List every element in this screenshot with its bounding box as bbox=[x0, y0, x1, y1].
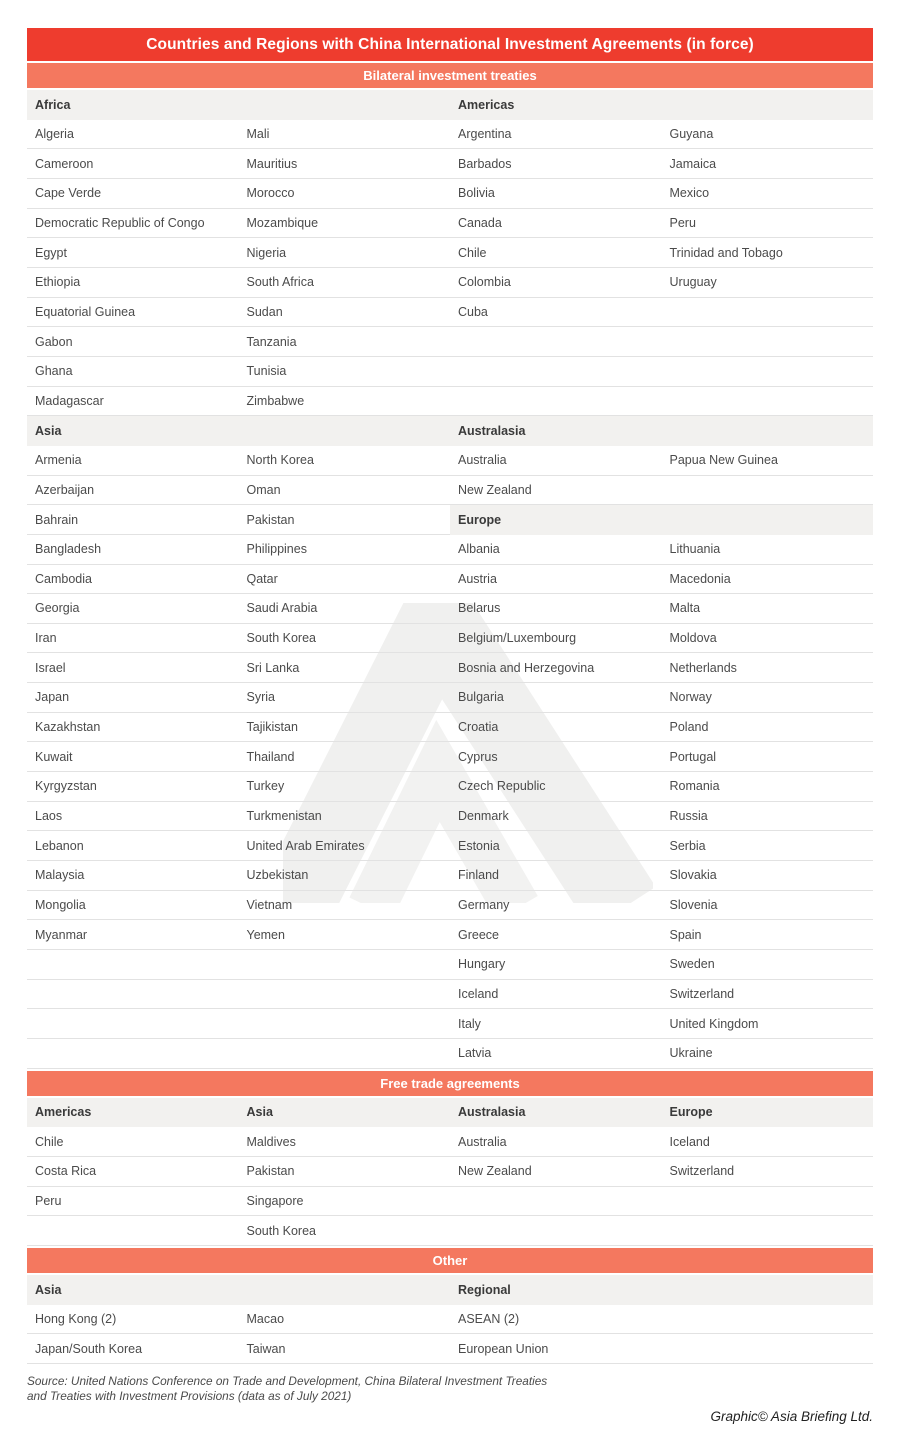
country-cell: Nigeria bbox=[246, 245, 287, 260]
country-cell: Azerbaijan bbox=[35, 482, 95, 497]
table-row bbox=[27, 357, 450, 387]
table-row bbox=[450, 357, 873, 387]
table-row bbox=[27, 624, 450, 654]
country-cell: Oman bbox=[246, 482, 281, 497]
country-cell: Tunisia bbox=[246, 364, 287, 379]
country-cell: Finland bbox=[458, 868, 499, 883]
country-cell: Iceland bbox=[669, 1134, 710, 1149]
table-row bbox=[450, 802, 873, 832]
country-cell: North Korea bbox=[246, 453, 314, 468]
country-cell: South Korea bbox=[246, 631, 316, 646]
country-cell: Ukraine bbox=[669, 1046, 713, 1061]
section-header-row bbox=[450, 505, 873, 535]
table-row bbox=[450, 891, 873, 921]
country-cell: Laos bbox=[35, 809, 63, 824]
country-cell: Mali bbox=[246, 126, 270, 141]
country-cell: Tajikistan bbox=[246, 720, 298, 735]
country-cell: Russia bbox=[669, 809, 708, 824]
country-cell: Italy bbox=[458, 1016, 481, 1031]
table-row bbox=[27, 980, 450, 1010]
table-row bbox=[27, 1157, 873, 1187]
country-cell: Peru bbox=[669, 215, 696, 230]
country-cell: Trinidad and Tobago bbox=[669, 245, 783, 260]
table-row bbox=[450, 920, 873, 950]
country-cell: Yemen bbox=[246, 927, 285, 942]
table-row bbox=[27, 950, 450, 980]
country-cell: Germany bbox=[458, 898, 510, 913]
country-cell: Taiwan bbox=[246, 1341, 286, 1356]
country-cell: Hungary bbox=[458, 957, 506, 972]
table-row bbox=[27, 920, 450, 950]
table-row bbox=[450, 149, 873, 179]
country-cell: United Arab Emirates bbox=[246, 838, 365, 853]
section-header-label: Asia bbox=[35, 424, 62, 439]
country-cell: Iran bbox=[35, 631, 57, 646]
country-cell: Albania bbox=[458, 542, 500, 557]
country-cell: Bosnia and Herzegovina bbox=[458, 660, 595, 675]
country-cell: Costa Rica bbox=[35, 1164, 97, 1179]
country-cell: Gabon bbox=[35, 334, 73, 349]
section-header-label: Australasia bbox=[458, 1105, 526, 1120]
table-row bbox=[27, 1187, 873, 1217]
source-note bbox=[27, 1374, 873, 1405]
country-cell: Cape Verde bbox=[35, 186, 102, 201]
table-row bbox=[27, 683, 450, 713]
country-cell: Zimbabwe bbox=[246, 393, 305, 408]
country-cell: Poland bbox=[669, 720, 709, 735]
country-cell: Bulgaria bbox=[458, 690, 504, 705]
country-cell: Malaysia bbox=[35, 868, 85, 883]
table-row bbox=[450, 238, 873, 268]
table-row bbox=[450, 742, 873, 772]
table-row bbox=[27, 1334, 873, 1364]
country-cell: Cyprus bbox=[458, 749, 498, 764]
country-cell: Ghana bbox=[35, 364, 73, 379]
country-cell: Uruguay bbox=[669, 275, 717, 290]
country-cell: Belarus bbox=[458, 601, 501, 616]
country-cell: European Union bbox=[458, 1341, 549, 1356]
source-line-1: Source: United Nations Conference on Trade and Development, China Bilateral Investment Treaties bbox=[27, 1373, 548, 1388]
table-row bbox=[450, 209, 873, 239]
table-row bbox=[27, 653, 450, 683]
section-header-label: Europe bbox=[458, 513, 502, 528]
country-cell: Japan bbox=[35, 690, 70, 705]
country-cell: Equatorial Guinea bbox=[35, 304, 136, 319]
country-cell: Syria bbox=[246, 690, 275, 705]
country-cell: Japan/South Korea bbox=[35, 1341, 143, 1356]
table-row bbox=[27, 713, 450, 743]
table-row bbox=[450, 624, 873, 654]
country-cell: Sri Lanka bbox=[246, 660, 300, 675]
country-cell: Sudan bbox=[246, 304, 283, 319]
table-row bbox=[27, 179, 450, 209]
country-cell: Estonia bbox=[458, 838, 500, 853]
country-cell: Turkey bbox=[246, 779, 285, 794]
country-cell: Israel bbox=[35, 660, 66, 675]
country-cell: Morocco bbox=[246, 186, 295, 201]
country-cell: Democratic Republic of Congo bbox=[35, 215, 205, 230]
table-row bbox=[27, 327, 450, 357]
table-row bbox=[27, 1127, 873, 1157]
bilateral-right-half bbox=[450, 90, 873, 1069]
country-cell: Myanmar bbox=[35, 927, 88, 942]
table-row bbox=[27, 446, 450, 476]
band-other: Other bbox=[27, 1248, 873, 1273]
country-cell: New Zealand bbox=[458, 482, 532, 497]
country-cell: Hong Kong (2) bbox=[35, 1311, 117, 1326]
country-cell: Macedonia bbox=[669, 571, 731, 586]
section-header-row bbox=[27, 90, 450, 120]
country-cell: Denmark bbox=[458, 809, 509, 824]
country-cell: Guyana bbox=[669, 126, 714, 141]
country-cell: Mexico bbox=[669, 186, 710, 201]
country-cell: Jamaica bbox=[669, 156, 717, 171]
section-header-label: Asia bbox=[35, 1282, 62, 1297]
country-cell: Australia bbox=[458, 453, 507, 468]
bilateral-left-half bbox=[27, 90, 450, 1069]
country-cell: Bahrain bbox=[35, 512, 79, 527]
section-header-row bbox=[27, 1098, 873, 1128]
country-cell: Sweden bbox=[669, 957, 715, 972]
country-cell: Latvia bbox=[458, 1046, 492, 1061]
bilateral-table bbox=[27, 90, 873, 1069]
country-cell: South Africa bbox=[246, 275, 314, 290]
country-cell: Portugal bbox=[669, 749, 717, 764]
graphic-credit: Graphic© Asia Briefing Ltd. bbox=[710, 1408, 873, 1424]
table-row bbox=[27, 268, 450, 298]
table-row bbox=[27, 802, 450, 832]
table-row bbox=[27, 831, 450, 861]
table-row bbox=[27, 535, 450, 565]
section-header-label: Australasia bbox=[458, 424, 526, 439]
country-cell: Lithuania bbox=[669, 542, 721, 557]
table-row bbox=[450, 861, 873, 891]
country-cell: Netherlands bbox=[669, 660, 737, 675]
country-cell: Madagascar bbox=[35, 393, 104, 408]
country-cell: Slovenia bbox=[669, 898, 718, 913]
table-row bbox=[450, 535, 873, 565]
table-row bbox=[450, 120, 873, 150]
section-header-label: Europe bbox=[669, 1105, 713, 1120]
table-row bbox=[450, 1009, 873, 1039]
table-row bbox=[27, 387, 450, 417]
country-cell: South Korea bbox=[246, 1223, 316, 1238]
table-row bbox=[27, 891, 450, 921]
table-row bbox=[450, 446, 873, 476]
country-cell: Switzerland bbox=[669, 987, 735, 1002]
table-row bbox=[27, 209, 450, 239]
country-cell: Qatar bbox=[246, 571, 278, 586]
country-cell: Kuwait bbox=[35, 749, 73, 764]
table-row bbox=[27, 238, 450, 268]
country-cell: Kyrgyzstan bbox=[35, 779, 97, 794]
table-row bbox=[450, 268, 873, 298]
country-cell: Bangladesh bbox=[35, 542, 102, 557]
country-cell: Belgium/Luxembourg bbox=[458, 631, 577, 646]
table-row bbox=[450, 594, 873, 624]
country-cell: Cambodia bbox=[35, 571, 92, 586]
country-cell: Spain bbox=[669, 927, 702, 942]
table-row bbox=[27, 476, 450, 506]
country-cell: Cuba bbox=[458, 304, 488, 319]
section-header-label: Asia bbox=[246, 1105, 273, 1120]
country-cell: Macao bbox=[246, 1311, 285, 1326]
country-cell: ASEAN (2) bbox=[458, 1311, 520, 1326]
country-cell: Canada bbox=[458, 215, 502, 230]
table-row bbox=[450, 476, 873, 506]
country-cell: Lebanon bbox=[35, 838, 84, 853]
country-cell: Saudi Arabia bbox=[246, 601, 318, 616]
table-row bbox=[27, 1039, 450, 1069]
country-cell: Australia bbox=[458, 1134, 507, 1149]
source-line-2: and Treaties with Investment Provisions (data as of July 2021) bbox=[27, 1389, 352, 1404]
table-row bbox=[450, 565, 873, 595]
section-header-label: Americas bbox=[458, 97, 515, 112]
country-cell: Peru bbox=[35, 1193, 62, 1208]
table-row bbox=[450, 713, 873, 743]
country-cell: Switzerland bbox=[669, 1164, 735, 1179]
table-row bbox=[450, 653, 873, 683]
country-cell: Serbia bbox=[669, 838, 706, 853]
country-cell: Uzbekistan bbox=[246, 868, 309, 883]
fta-table bbox=[27, 1098, 873, 1246]
footer bbox=[27, 1374, 873, 1424]
table-row bbox=[450, 179, 873, 209]
country-cell: Thailand bbox=[246, 749, 295, 764]
band-bilateral-investment-treaties: Bilateral investment treaties bbox=[27, 63, 873, 88]
table-row bbox=[450, 950, 873, 980]
table-row bbox=[27, 298, 450, 328]
country-cell: Georgia bbox=[35, 601, 80, 616]
table-row bbox=[27, 505, 450, 535]
table-row bbox=[27, 120, 450, 150]
country-cell: Pakistan bbox=[246, 512, 295, 527]
table-row bbox=[450, 683, 873, 713]
section-header-row bbox=[450, 90, 873, 120]
table-row bbox=[450, 387, 873, 417]
country-cell: Argentina bbox=[458, 126, 512, 141]
other-table bbox=[27, 1275, 873, 1364]
country-cell: Chile bbox=[458, 245, 487, 260]
country-cell: Maldives bbox=[246, 1134, 296, 1149]
table-row bbox=[450, 327, 873, 357]
country-cell: Greece bbox=[458, 927, 499, 942]
country-cell: Papua New Guinea bbox=[669, 453, 778, 468]
section-header-row bbox=[27, 1275, 873, 1305]
section-header-label: Americas bbox=[35, 1105, 92, 1120]
country-cell: Mauritius bbox=[246, 156, 298, 171]
country-cell: Czech Republic bbox=[458, 779, 546, 794]
country-cell: Barbados bbox=[458, 156, 512, 171]
country-cell: Colombia bbox=[458, 275, 511, 290]
country-cell: Kazakhstan bbox=[35, 720, 101, 735]
table-row bbox=[450, 298, 873, 328]
country-cell: Slovakia bbox=[669, 868, 717, 883]
country-cell: United Kingdom bbox=[669, 1016, 759, 1031]
table-row bbox=[27, 772, 450, 802]
country-cell: Philippines bbox=[246, 542, 307, 557]
country-cell: Tanzania bbox=[246, 334, 297, 349]
country-cell: Egypt bbox=[35, 245, 67, 260]
country-cell: Chile bbox=[35, 1134, 64, 1149]
country-cell: Malta bbox=[669, 601, 701, 616]
table-row bbox=[27, 1305, 873, 1335]
table-row bbox=[27, 594, 450, 624]
table-row bbox=[27, 565, 450, 595]
table-row bbox=[27, 742, 450, 772]
country-cell: Norway bbox=[669, 690, 712, 705]
country-cell: Bolivia bbox=[458, 186, 495, 201]
country-cell: Austria bbox=[458, 571, 497, 586]
table-row bbox=[27, 1216, 873, 1246]
section-header-row bbox=[450, 416, 873, 446]
table-row bbox=[27, 1009, 450, 1039]
country-cell: Romania bbox=[669, 779, 720, 794]
country-cell: Algeria bbox=[35, 126, 74, 141]
country-cell: Pakistan bbox=[246, 1164, 295, 1179]
country-cell: Ethiopia bbox=[35, 275, 81, 290]
page-title: Countries and Regions with China International Investment Agreements (in force) bbox=[27, 28, 873, 61]
country-cell: Moldova bbox=[669, 631, 717, 646]
table-row bbox=[450, 772, 873, 802]
country-cell: Iceland bbox=[458, 987, 499, 1002]
country-cell: Singapore bbox=[246, 1193, 304, 1208]
table-row bbox=[27, 861, 450, 891]
country-cell: Armenia bbox=[35, 453, 82, 468]
table-row bbox=[450, 1039, 873, 1069]
table-row bbox=[450, 980, 873, 1010]
country-cell: Croatia bbox=[458, 720, 499, 735]
country-cell: Cameroon bbox=[35, 156, 94, 171]
table-row bbox=[27, 149, 450, 179]
country-cell: Vietnam bbox=[246, 898, 293, 913]
country-cell: Mozambique bbox=[246, 215, 319, 230]
section-header-label: Africa bbox=[35, 97, 71, 112]
country-cell: New Zealand bbox=[458, 1164, 532, 1179]
section-header-label: Regional bbox=[458, 1282, 511, 1297]
band-free-trade-agreements: Free trade agreements bbox=[27, 1071, 873, 1096]
country-cell: Turkmenistan bbox=[246, 809, 322, 824]
table-row bbox=[450, 831, 873, 861]
country-cell: Mongolia bbox=[35, 898, 86, 913]
section-header-row bbox=[27, 416, 450, 446]
